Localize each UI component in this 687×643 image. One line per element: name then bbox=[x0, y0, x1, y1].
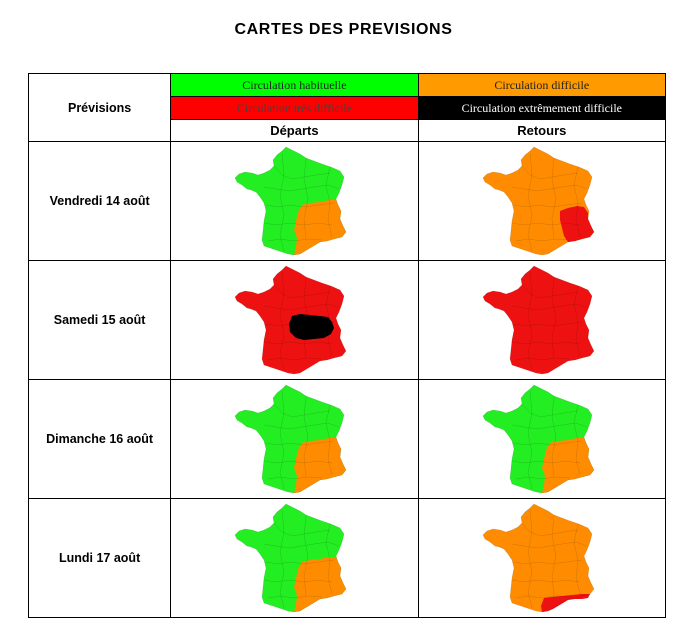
map-cell-departures bbox=[171, 261, 418, 380]
map-cell-returns bbox=[418, 261, 665, 380]
forecast-row-3 bbox=[29, 380, 666, 499]
france-map-returns bbox=[482, 502, 602, 614]
map-cell-departures bbox=[171, 499, 418, 618]
forecast-row-4 bbox=[29, 499, 666, 618]
map-cell-departures bbox=[171, 380, 418, 499]
row-date: Lundi 17 août bbox=[29, 499, 171, 618]
france-map-departures bbox=[234, 264, 354, 376]
france-map-returns bbox=[482, 383, 602, 495]
region-difficult bbox=[542, 438, 594, 493]
region-difficult bbox=[294, 557, 346, 612]
row-date: Vendredi 14 août bbox=[29, 142, 171, 261]
column-header-departures: Départs bbox=[171, 120, 418, 142]
forecast-table bbox=[28, 73, 666, 618]
region-extreme bbox=[289, 314, 334, 340]
forecast-row-2 bbox=[29, 261, 666, 380]
row-date: Samedi 15 août bbox=[29, 261, 171, 380]
legend-normal: Circulation habituelle bbox=[171, 74, 418, 97]
legend-difficult: Circulation difficile bbox=[418, 74, 665, 97]
column-header-returns: Retours bbox=[418, 120, 665, 142]
france-map-returns bbox=[482, 145, 602, 257]
map-cell-returns bbox=[418, 380, 665, 499]
legend-extreme: Circulation extrêmement difficile bbox=[418, 97, 665, 120]
france-map-departures bbox=[234, 502, 354, 614]
forecast-row-1 bbox=[29, 142, 666, 261]
france-map-departures bbox=[234, 383, 354, 495]
legend-row-1 bbox=[29, 74, 666, 97]
page-title: CARTES DES PREVISIONS bbox=[234, 21, 453, 38]
map-cell-returns bbox=[418, 499, 665, 618]
france-map-returns bbox=[482, 264, 602, 376]
france-map-departures bbox=[234, 145, 354, 257]
row-date: Dimanche 16 août bbox=[29, 380, 171, 499]
region-difficult bbox=[294, 438, 346, 493]
map-cell-returns bbox=[418, 142, 665, 261]
map-cell-departures bbox=[171, 142, 418, 261]
forecast-header-label: Prévisions bbox=[29, 74, 171, 142]
legend-very-difficult: Circulation très difficile bbox=[171, 97, 418, 120]
region-difficult bbox=[294, 200, 346, 255]
